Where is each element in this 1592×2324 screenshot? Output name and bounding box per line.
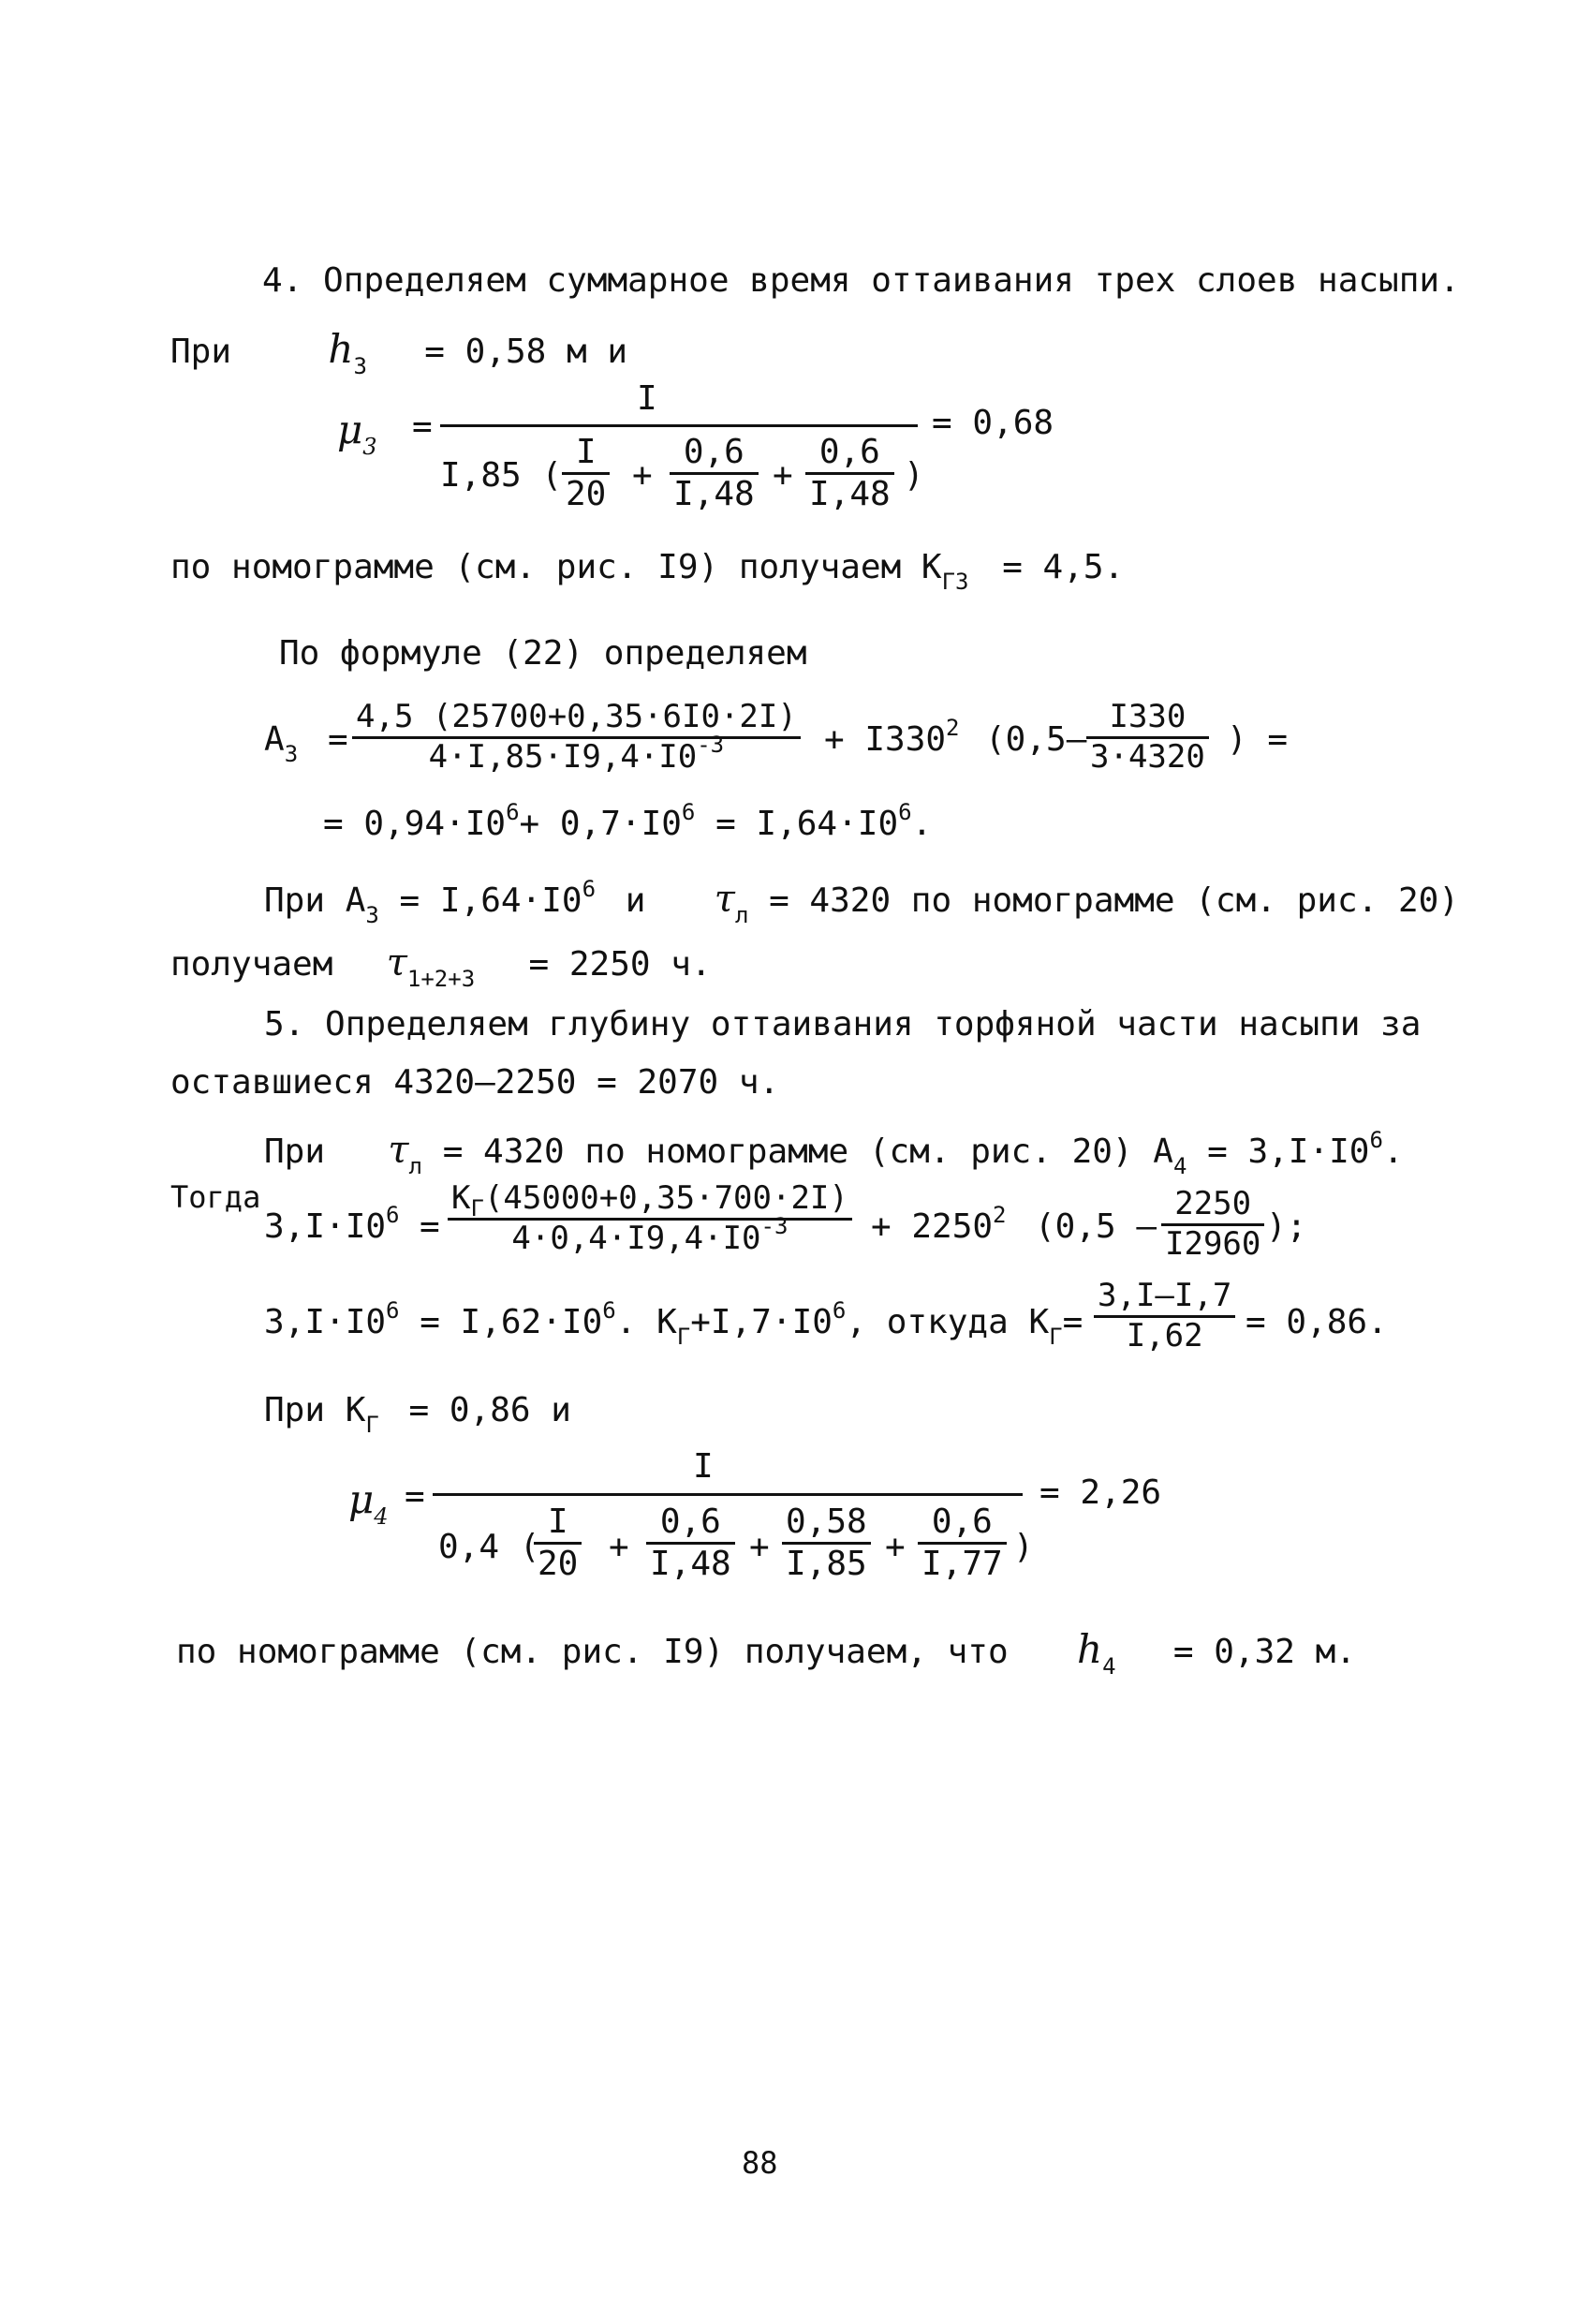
step5-line2: оставшиеся 4320–2250 = 2070 ч.	[170, 1063, 780, 1102]
mu4-result: = 2,26	[1039, 1473, 1162, 1512]
h3-value: = 0,58 м и	[424, 333, 628, 371]
mu3-frac1: $\frac{I}{20}$	[562, 435, 610, 512]
step5-line1: 5. Определяем глубину оттаивания торфяной части насыпи за	[264, 1005, 1422, 1044]
mu3-result: = 0,68	[932, 404, 1054, 442]
poluchaem-line: получаем $\tau_{1+2+3} = 2250$ ч.	[170, 941, 712, 992]
togda-lhs: $3,I\cdot I0^6$	[264, 1202, 400, 1246]
plus-sign: +	[749, 1528, 770, 1566]
mu3-fraction-bar	[440, 424, 918, 427]
plus-sign: +	[773, 456, 793, 495]
h-symbol: h	[328, 326, 354, 372]
solve-fraction: $\frac{3,I-I,7}{I,62}$	[1094, 1280, 1235, 1353]
pri-a3-line: При $А_3 = I,64\cdot I0^6$ и $\tau_л = 4320$ по номограмме (см. рис. 20)	[264, 876, 1459, 928]
pri-kg-line: При $К_Г = 0,86$ и	[264, 1391, 571, 1438]
close-paren: )	[904, 456, 924, 495]
h-symbol: h	[1077, 1626, 1103, 1672]
mu3-frac2: $\frac{0,6}{I,48}$	[670, 435, 759, 512]
mu4-frac1: $\frac{I}{20}$	[534, 1504, 582, 1582]
a3-plus-term: + $I330^2$	[824, 715, 960, 759]
togda-close: );	[1266, 1207, 1307, 1246]
mu4-frac2: $\frac{0,6}{I,48}$	[646, 1504, 735, 1582]
mu4-numerator: I	[693, 1447, 714, 1486]
a3-symbol: $А_3$	[264, 720, 299, 767]
a3-second-fraction: $\frac{I330}{3\cdot 4320}$	[1086, 701, 1209, 774]
equals-sign: =	[420, 1207, 440, 1246]
plus-sign: +	[609, 1528, 629, 1566]
togda-label: Тогда	[170, 1179, 261, 1215]
final-result-line: по номограмме (см. рис. I9) получаем, что $h_4 = 0,32$ м.	[176, 1626, 1356, 1680]
tau-symbol: τ	[714, 878, 735, 921]
mu-symbol: $\mu_4$	[348, 1476, 389, 1530]
plus-sign: +	[885, 1528, 906, 1566]
togda-plus-term: + $2250^2$	[871, 1202, 1007, 1246]
word-pri: При	[170, 333, 232, 371]
mu3-numerator: I	[637, 379, 657, 418]
equals-sign: =	[328, 720, 348, 759]
tau-symbol: τ	[386, 941, 407, 984]
a3-paren: (0,5–	[985, 720, 1087, 759]
step4-heading: 4. Определяем суммарное время оттаивания трех слоев насыпи.	[262, 261, 1460, 300]
equals-sign: =	[412, 407, 433, 446]
a3-close: ) =	[1227, 720, 1289, 759]
mu-symbol: $\mu_3$	[337, 407, 377, 460]
tau-symbol: τ	[388, 1129, 409, 1172]
mu3-den-coef: I,85 (	[440, 456, 563, 495]
plus-sign: +	[632, 456, 653, 495]
close-paren: )	[1013, 1528, 1034, 1566]
mu4-fraction-bar	[433, 1493, 1023, 1496]
nomogram-kg3-line: по номограмме (см. рис. I9) получаем $К_{Г3} = 4,5$.	[170, 548, 1125, 595]
mu3-frac3: $\frac{0,6}{I,48}$	[805, 435, 894, 512]
h-subscript: 3	[353, 353, 367, 379]
togda-paren: (0,5 –	[1035, 1207, 1157, 1246]
togda-second-fraction: $\frac{2250}{I2960}$	[1161, 1188, 1264, 1261]
solve-result: = 0,86.	[1246, 1303, 1388, 1341]
formula-intro: По формуле (22) определяем	[279, 634, 807, 673]
mu4-frac4: $\frac{0,6}{I,77}$	[918, 1504, 1007, 1582]
step4-h3-line	[170, 326, 628, 379]
equals-sign: =	[405, 1477, 425, 1516]
a3-main-fraction: $\frac{4,5 (25700+0,35\cdot 6I0\cdot 2I)}{4\cdot I,85\cdot I9,4\cdot I0^{-3}}$	[352, 701, 801, 774]
mu4-frac3: $\frac{0,58}{I,85}$	[782, 1504, 871, 1582]
solve-lhs: $3,I\cdot I0^6 = I,62\cdot I0^6$. $К_Г+I,7\cdot I0^6$, откуда $К_Г=$	[264, 1297, 1083, 1350]
page-number: 88	[742, 2145, 778, 2181]
a3-result-line: = $0,94\cdot I0^6+ 0,7\cdot I0^6 = I,64\cdot I0^6$.	[323, 799, 933, 843]
mu4-den-coef: 0,4 (	[438, 1528, 540, 1566]
step5-pri-line: При $\tau_л = 4320$ по номограмме (см. рис. 20) $А_4 = 3,I\cdot I0^6$.	[264, 1127, 1404, 1179]
togda-main-fraction: $К_Г(45000+0,35\cdot 700\cdot 2I)$ $4\cdot 0,4\cdot I9,4\cdot I0^{-3}$	[448, 1182, 852, 1255]
